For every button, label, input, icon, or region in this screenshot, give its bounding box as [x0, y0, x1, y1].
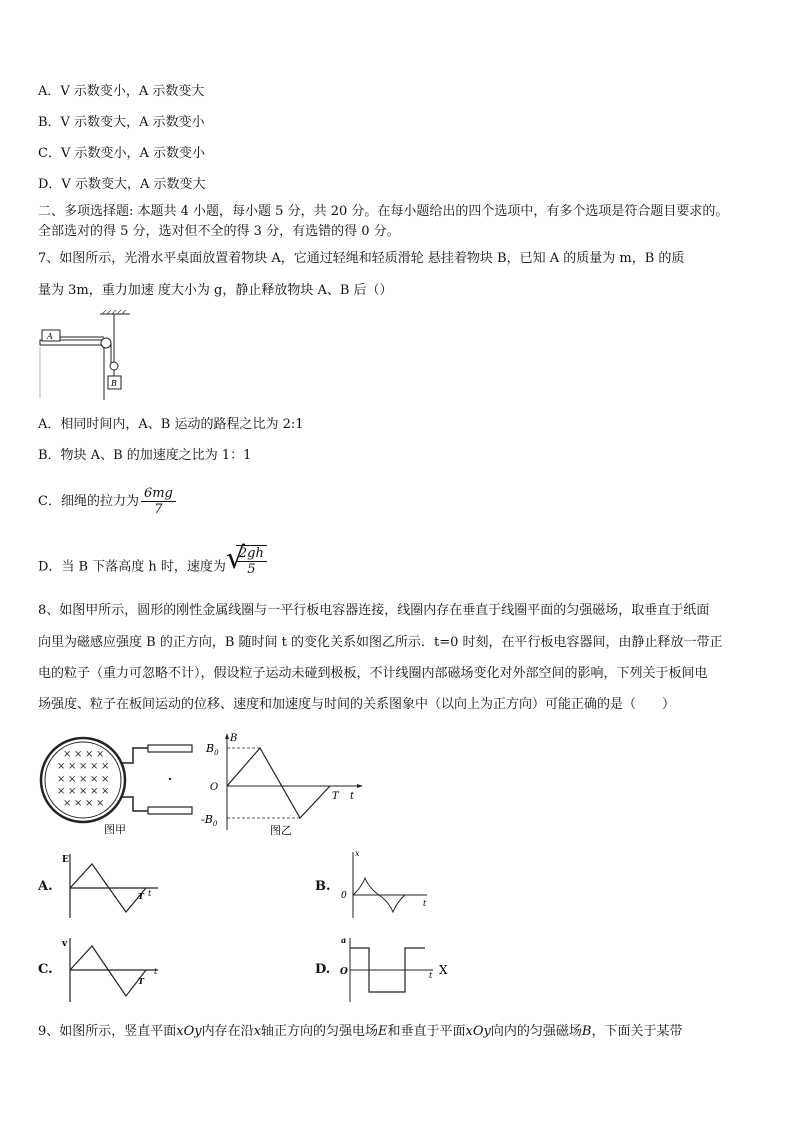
b0-label: $B_0$ [206, 742, 219, 757]
graph-c-y-label: v [62, 939, 68, 949]
graph-d-origin: O [340, 967, 348, 977]
q7-stem-line1: 7、如图所示，光滑水平桌面放置着物块 A，它通过轻绳和轻质滑轮 悬挂着物块 B，已知 A 的质量为 m，B 的质 [38, 251, 685, 266]
q6-option-a: A．V 示数变小，A 示数变大 [38, 84, 205, 99]
field-cross: × [85, 749, 94, 760]
field-cross: × [79, 761, 88, 772]
q8-option-d-graph [335, 934, 455, 1004]
section2-heading-line2: 全部选对的得 5 分，选对但不全的得 3 分，有选错的得 0 分。 [38, 224, 400, 239]
graph-c-t-label: T [138, 976, 144, 986]
field-cross: × [90, 786, 99, 797]
field-cross: × [74, 798, 83, 809]
q9-math-x: x [253, 1024, 261, 1039]
graph-b-origin: 0 [341, 891, 347, 901]
q9-math-xoy-2: xOy [465, 1024, 491, 1039]
q7-option-c-text: C．细绳的拉力为 [38, 494, 139, 509]
q8-option-c-label: C. [38, 962, 53, 977]
graph-d-t-axis: t [429, 971, 433, 980]
q7-option-c [38, 484, 176, 520]
graph-a-t-label: T [138, 891, 144, 901]
q9-text-k: ，下面关于某带 [591, 1024, 683, 1039]
figure-yi-caption: 图乙 [270, 824, 292, 837]
field-cross: × [68, 786, 77, 797]
field-cross: × [79, 786, 88, 797]
graph-d-extra-x: X [439, 963, 448, 977]
field-cross: × [57, 761, 66, 772]
q9-text-g: 和垂直于平面 [387, 1024, 466, 1039]
q7-option-d-sqrt: √ $\frac{2gh}{5}$ [226, 545, 267, 589]
magnetic-field-crosses [57, 749, 109, 809]
q8-option-a-label: A. [38, 879, 53, 894]
fraction-numerator: 6mg [141, 486, 176, 502]
field-cross: × [101, 774, 110, 785]
graph-b-y-label: x [355, 849, 360, 858]
q9-text-a: 9、如图所示，竖直平面 [38, 1024, 177, 1039]
graph-a-y-label: E [62, 855, 69, 865]
t-axis-label: t [350, 791, 355, 802]
field-cross: × [101, 761, 110, 772]
graph-b-t-axis: t [423, 899, 427, 908]
sqrt-numerator: 2gh [236, 546, 267, 562]
block-b-label: B [111, 379, 117, 388]
field-cross: × [63, 749, 72, 760]
q8-stem-line1: 8、如图甲所示，圆形的刚性金属线圈与一平行板电容器连接，线圈内存在垂直于线圈平面的匀强磁场，取垂直于纸面 [38, 603, 710, 618]
q8-option-d-label: D. [315, 962, 331, 977]
field-cross: × [74, 749, 83, 760]
q9-stem-line1 [38, 1024, 682, 1040]
q7-option-a: A．相同时间内，A、B 运动的路程之比为 2:1 [38, 417, 304, 432]
neg-b0-label: $-B_0$ [201, 813, 218, 828]
fixed-pulley [101, 338, 111, 348]
capacitor-top-plate [148, 745, 192, 752]
q9-text-e: 轴正方向的匀强电场 [260, 1024, 378, 1039]
graph-c-t-axis: t [154, 967, 158, 976]
b-axis-label: B [230, 733, 238, 744]
q8-option-b-graph [335, 848, 435, 920]
q9-text-c: 内存在沿 [201, 1024, 254, 1039]
q6-option-b: B．V 示数变大，A 示数变小 [38, 115, 205, 130]
block-a-label: A [47, 332, 53, 341]
q6-option-d: D．V 示数变大，A 示数变大 [38, 177, 206, 192]
q7-option-c-fraction [141, 486, 176, 517]
figure-jia-caption: 图甲 [104, 823, 126, 836]
figure-yi-b-vs-t [200, 730, 375, 840]
q8-option-a-graph [60, 850, 170, 920]
q8-option-c-graph [60, 934, 170, 1004]
field-cross: × [57, 774, 66, 785]
field-cross: × [85, 798, 94, 809]
q8-option-b-label: B. [315, 879, 331, 894]
section2-heading-line1: 二、多项选择题: 本题共 4 小题，每小题 5 分，共 20 分。在每小题给出的四个选项中，有多个选项是符合题目要求的。 [38, 204, 729, 219]
fraction-denominator: 7 [154, 502, 163, 517]
figure-jia-coil-capacitor [38, 733, 208, 838]
field-cross: × [96, 749, 105, 760]
q7-option-d [38, 541, 267, 589]
period-label: T [332, 791, 339, 802]
q7-pulley-figure [38, 310, 138, 400]
field-cross: × [68, 761, 77, 772]
q7-option-b: B．物块 A、B 的加速度之比为 1：1 [38, 448, 252, 463]
q9-text-i: 向内的匀强磁场 [490, 1024, 582, 1039]
q6-option-c: C．V 示数变小，A 示数变小 [38, 146, 205, 161]
field-cross: × [57, 786, 66, 797]
q9-math-e: E [378, 1024, 388, 1039]
field-cross: × [79, 774, 88, 785]
q9-math-xoy: xOy [176, 1024, 202, 1039]
field-cross: × [96, 798, 105, 809]
graph-d-y-label: a [341, 935, 347, 945]
sqrt-denominator: 5 [247, 562, 256, 577]
particle-dot [169, 778, 171, 780]
q9-math-b: B [581, 1024, 592, 1039]
field-cross: × [68, 774, 77, 785]
q8-stem-line2: 向里为磁感应强度 B 的正方向，B 随时间 t 的变化关系如图乙所示．t=0 时刻，在平行板电容器间，由静止释放一带正 [38, 635, 723, 650]
capacitor-bottom-plate [148, 807, 192, 814]
q7-stem-line2: 量为 3m，重力加速 度大小为 g，静止释放物块 A、B 后（） [38, 283, 393, 298]
q8-stem-line3: 电的粒子（重力可忽略不计），假设粒子运动未碰到极板，不计线圈内部磁场变化对外部空间的影响，下列关于板间电 [38, 666, 708, 681]
field-cross: × [63, 798, 72, 809]
field-cross: × [90, 761, 99, 772]
movable-pulley [110, 362, 118, 370]
q8-stem-line4: 场强度、粒子在板间运动的位移、速度和加速度与时间的关系图象中（以向上为正方向）可能正确的是（ ） [38, 697, 676, 712]
field-cross: × [101, 786, 110, 797]
b-curve [227, 748, 330, 818]
field-cross: × [90, 774, 99, 785]
q7-option-d-text: D．当 B 下落高度 h 时，速度为 [38, 559, 226, 575]
graph-a-t-axis: t [148, 889, 152, 898]
origin-label: O [210, 782, 219, 793]
